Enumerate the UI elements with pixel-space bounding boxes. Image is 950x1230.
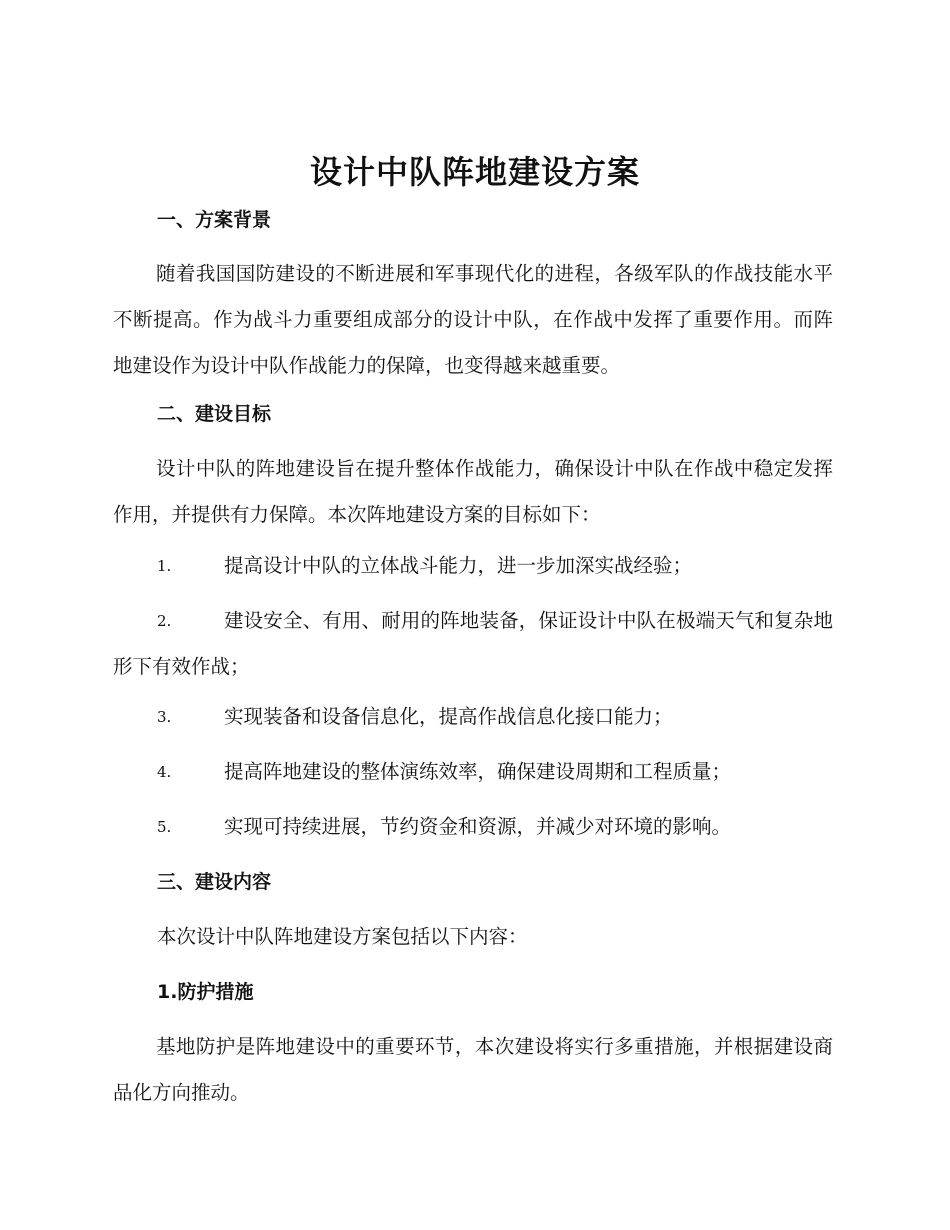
list-item-number: 2. — [157, 612, 172, 630]
section-paragraph-background: 随着我国国防建设的不断进展和军事现代化的进程，各级军队的作战技能水平不断提高。作为战斗力重要组成部分的设计中队，在作战中发挥了重要作用。而阵地建设作为设计中队作战能力的保障，也变得越来越重要。 — [113, 262, 833, 377]
list-item-text: 提高设计中队的立体战斗能力，进一步加深实战经验； — [224, 554, 693, 577]
list-item-number: 1. — [157, 557, 172, 575]
list-item-text: 提高阵地建设的整体演练效率，确保建设周期和工程质量； — [224, 760, 732, 783]
subsection-paragraph-protection: 基地防护是阵地建设中的重要环节，本次建设将实行多重措施，并根据建设商品化方向推动。 — [113, 1035, 833, 1104]
list-item — [113, 749, 833, 795]
list-item-number: 5. — [157, 818, 172, 836]
list-item-text: 实现装备和设备信息化，提高作战信息化接口能力； — [224, 705, 673, 728]
document-title: 设计中队阵地建设方案 — [309, 153, 640, 191]
list-item-text: 实现可持续进展，节约资金和资源，并减少对环境的影响。 — [224, 815, 732, 838]
section-intro-content: 本次设计中队阵地建设方案包括以下内容： — [157, 925, 528, 948]
list-item — [113, 804, 833, 850]
list-item-number: 3. — [157, 708, 172, 726]
list-item — [113, 598, 833, 690]
section-heading-content: 三、建设内容 — [157, 871, 272, 893]
list-item — [113, 694, 833, 740]
subsection-heading-protection: 1.防护措施 — [157, 981, 254, 1003]
section-heading-background: 一、方案背景 — [157, 209, 272, 231]
list-item-text: 建设安全、有用、耐用的阵地装备，保证设计中队在极端天气和复杂地形下有效作战； — [113, 609, 833, 678]
section-paragraph-goals: 设计中队的阵地建设旨在提升整体作战能力，确保设计中队在作战中稳定发挥作用，并提供有力保障。本次阵地建设方案的目标如下： — [113, 457, 833, 526]
list-item — [113, 543, 833, 589]
section-heading-goals: 二、建设目标 — [157, 403, 272, 425]
list-item-number: 4. — [157, 763, 172, 781]
